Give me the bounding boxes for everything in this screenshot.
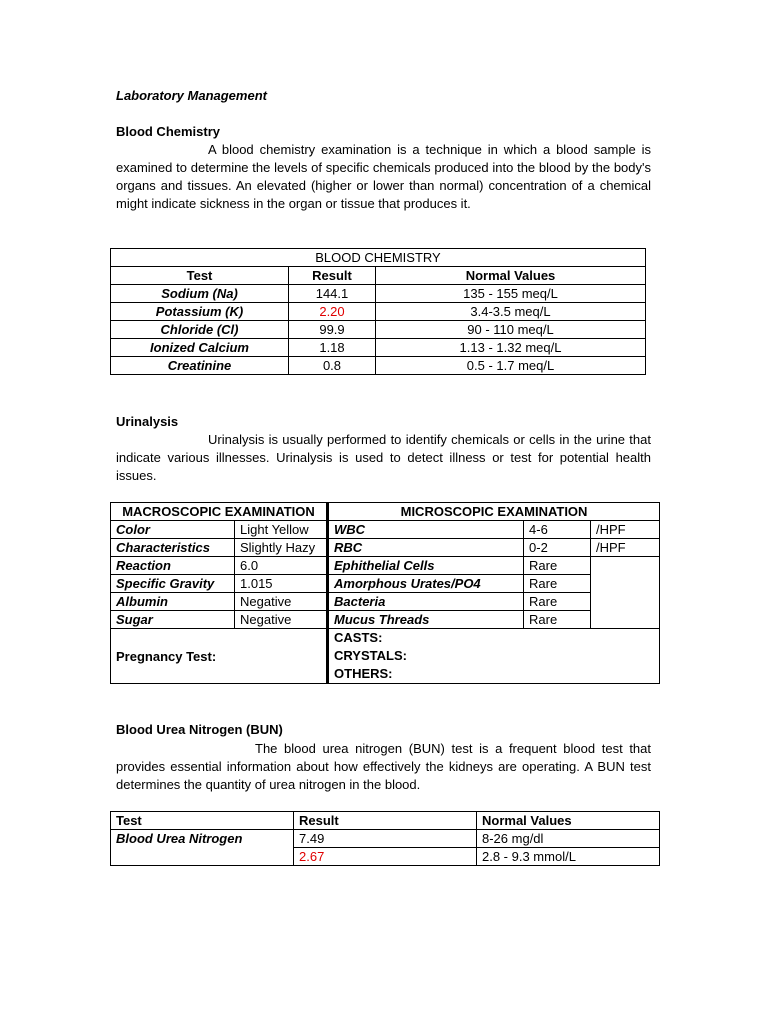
macro-label: Color — [111, 521, 235, 539]
micro-unit: /HPF — [591, 539, 660, 557]
table-row — [111, 575, 660, 593]
column-header-test: Test — [111, 267, 289, 285]
macro-label: Albumin — [111, 593, 235, 611]
normal-value: 90 - 110 meq/L — [376, 321, 646, 339]
macro-label: Specific Gravity — [111, 575, 235, 593]
bun-paragraph: The blood urea nitrogen (BUN) test is a frequent blood test that provides essential information about how effectively the kidneys are operating. A BUN test determines the quantity of urea nitrogen in the blood. — [116, 741, 651, 792]
micro-label: RBC — [328, 539, 524, 557]
bun-heading: Blood Urea Nitrogen (BUN) — [116, 722, 283, 737]
normal-value: 0.5 - 1.7 meq/L — [376, 357, 646, 375]
column-header-result: Result — [294, 812, 477, 830]
table-title: BLOOD CHEMISTRY — [111, 249, 646, 267]
blood-chemistry-heading: Blood Chemistry — [116, 124, 221, 139]
normal-value: 3.4-3.5 meq/L — [376, 303, 646, 321]
other-findings-cell — [328, 629, 660, 684]
bun-table — [110, 811, 660, 866]
column-header-normal: Normal Values — [477, 812, 660, 830]
table-row — [111, 339, 646, 357]
micro-value: Rare — [524, 611, 591, 629]
table-row — [111, 830, 660, 848]
document-title: Laboratory Management — [116, 88, 267, 103]
test-name: Sodium (Na) — [111, 285, 289, 303]
macro-value: Slightly Hazy — [235, 539, 328, 557]
test-result: 0.8 — [289, 357, 376, 375]
micro-unit: /HPF — [591, 521, 660, 539]
test-name: Creatinine — [111, 357, 289, 375]
normal-value: 135 - 155 meq/L — [376, 285, 646, 303]
test-result: 144.1 — [289, 285, 376, 303]
table-row — [111, 611, 660, 629]
urinalysis-heading: Urinalysis — [116, 414, 179, 429]
micro-label: Bacteria — [328, 593, 524, 611]
normal-value: 8-26 mg/dl — [477, 830, 660, 848]
blood-chemistry-table — [110, 248, 646, 375]
table-row — [111, 321, 646, 339]
table-row — [111, 521, 660, 539]
test-result-abnormal: 2.67 — [294, 848, 477, 866]
test-result: 99.9 — [289, 321, 376, 339]
test-name: Potassium (K) — [111, 303, 289, 321]
macro-label: Characteristics — [111, 539, 235, 557]
micro-value: 4-6 — [524, 521, 591, 539]
macro-value: 6.0 — [235, 557, 328, 575]
table-row — [111, 593, 660, 611]
microscopic-header: MICROSCOPIC EXAMINATION — [328, 503, 660, 521]
crystals-label: CRYSTALS: — [334, 648, 407, 663]
micro-label: Amorphous Urates/PO4 — [328, 575, 524, 593]
macro-value: 1.015 — [235, 575, 328, 593]
table-row — [111, 629, 660, 684]
micro-unit-empty — [591, 557, 660, 629]
test-name: Blood Urea Nitrogen — [111, 830, 294, 866]
macro-label: Reaction — [111, 557, 235, 575]
macro-value: Light Yellow — [235, 521, 328, 539]
table-row — [111, 285, 646, 303]
urinalysis-table — [110, 502, 660, 684]
table-row — [111, 557, 660, 575]
macro-label: Sugar — [111, 611, 235, 629]
micro-value: Rare — [524, 575, 591, 593]
micro-label: Mucus Threads — [328, 611, 524, 629]
blood-chemistry-paragraph: A blood chemistry examination is a technique in which a blood sample is examined to determine the levels of specific chemicals produced into the blood by the body's organs and tissues. An elevated (higher or lower than normal) concentration of a chemical might indicate sickness in the organ or tissue that produces it. — [116, 142, 651, 211]
table-row — [111, 303, 646, 321]
macro-value: Negative — [235, 611, 328, 629]
micro-value: Rare — [524, 557, 591, 575]
macro-value: Negative — [235, 593, 328, 611]
test-result: 1.18 — [289, 339, 376, 357]
normal-value: 2.8 - 9.3 mmol/L — [477, 848, 660, 866]
test-name: Ionized Calcium — [111, 339, 289, 357]
urinalysis-paragraph: Urinalysis is usually performed to identify chemicals or cells in the urine that indicate various illnesses. Urinalysis is used to detect illness or test for potential health issues. — [116, 432, 651, 483]
macroscopic-header: MACROSCOPIC EXAMINATION — [111, 503, 328, 521]
test-name: Chloride (Cl) — [111, 321, 289, 339]
micro-value: Rare — [524, 593, 591, 611]
casts-label: CASTS: — [334, 630, 383, 645]
column-header-test: Test — [111, 812, 294, 830]
table-row — [111, 539, 660, 557]
column-header-result: Result — [289, 267, 376, 285]
table-row — [111, 357, 646, 375]
test-result: 7.49 — [294, 830, 477, 848]
micro-label: WBC — [328, 521, 524, 539]
test-result-abnormal: 2.20 — [289, 303, 376, 321]
column-header-normal: Normal Values — [376, 267, 646, 285]
pregnancy-test-label: Pregnancy Test: — [111, 629, 328, 684]
micro-value: 0-2 — [524, 539, 591, 557]
normal-value: 1.13 - 1.32 meq/L — [376, 339, 646, 357]
micro-label: Ephithelial Cells — [328, 557, 524, 575]
others-label: OTHERS: — [334, 666, 393, 681]
